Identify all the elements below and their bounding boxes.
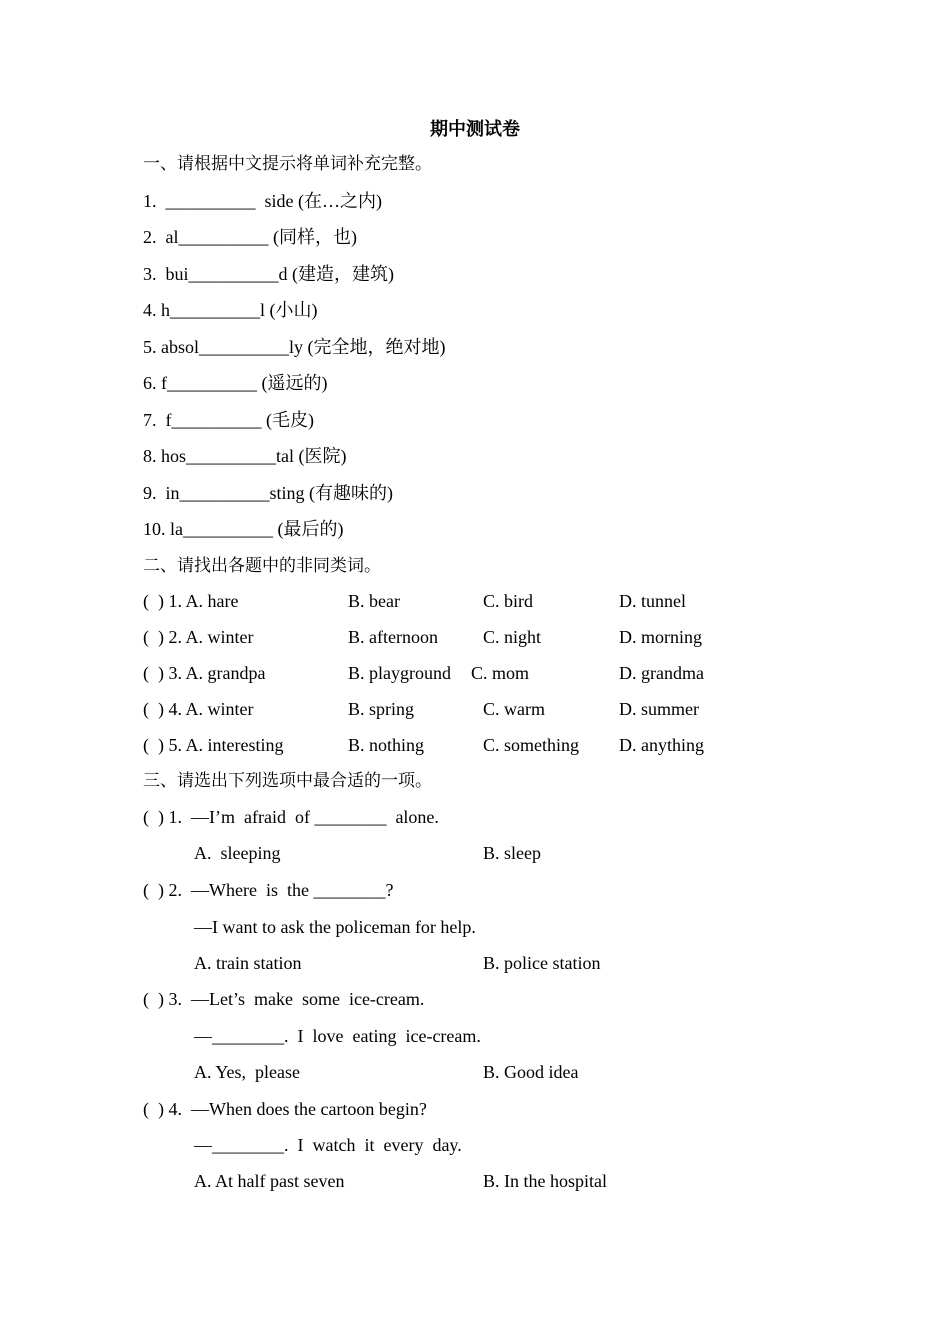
- section1-item: 7. f__________ (毛皮): [143, 410, 314, 430]
- section2-option-b: B. bear: [348, 591, 400, 611]
- section3-option-a: A. train station: [194, 953, 302, 973]
- section3-question-stem: ( ) 3. —Let’s make some ice-cream.: [143, 989, 425, 1009]
- section2-option-b: B. spring: [348, 699, 415, 719]
- section3-reply: —I want to ask the policeman for help.: [194, 917, 476, 937]
- section3-question-stem: ( ) 1. —I’m afraid of ________ alone.: [143, 807, 439, 827]
- section2-option-d: D. anything: [619, 735, 704, 755]
- section2-option-d: D. morning: [619, 627, 702, 647]
- section1-item: 6. f__________ (遥远的): [143, 373, 328, 393]
- section2-option-c: C. bird: [483, 591, 534, 611]
- section2-question: ( ) 2. A. winter: [143, 627, 254, 647]
- section3-heading: 三、请选出下列选项中最合适的一项。: [143, 771, 432, 791]
- section2-option-c: C. night: [483, 627, 542, 647]
- section2-question: ( ) 4. A. winter: [143, 699, 254, 719]
- section3-option-b: B. In the hospital: [483, 1171, 607, 1191]
- section3-option-b: B. sleep: [483, 843, 541, 863]
- page-title: 期中测试卷: [430, 119, 520, 139]
- section3-option-a: A. sleeping: [194, 843, 281, 863]
- section2-option-d: D. tunnel: [619, 591, 686, 611]
- section3-question-stem: ( ) 2. —Where is the ________?: [143, 880, 394, 900]
- section2-option-d: D. grandma: [619, 663, 704, 683]
- section2-option-c: C. warm: [483, 699, 545, 719]
- section3-option-b: B. police station: [483, 953, 601, 973]
- section1-item: 2. al__________ (同样，也): [143, 227, 357, 247]
- section2-option-c: C. something: [483, 735, 580, 755]
- section2-option-b: B. nothing: [348, 735, 425, 755]
- section3-question-stem: ( ) 4. —When does the cartoon begin?: [143, 1099, 427, 1119]
- section1-heading: 一、请根据中文提示将单词补充完整。: [143, 154, 432, 174]
- section2-question: ( ) 5. A. interesting: [143, 735, 284, 755]
- section2-option-c: C. mom: [471, 663, 530, 683]
- section1-item: 9. in__________sting (有趣味的): [143, 483, 393, 503]
- section1-item: 1. __________ side (在…之内): [143, 191, 382, 211]
- section3-option-b: B. Good idea: [483, 1062, 579, 1082]
- section1-item: 5. absol__________ly (完全地，绝对地): [143, 337, 446, 357]
- section3-reply: —________. I watch it every day.: [194, 1135, 462, 1155]
- section2-heading: 二、请找出各题中的非同类词。: [143, 556, 381, 576]
- section1-item: 4. h__________l (小山): [143, 300, 318, 320]
- section3-option-a: A. Yes, please: [194, 1062, 300, 1082]
- section3-option-a: A. At half past seven: [194, 1171, 345, 1191]
- section2-question: ( ) 1. A. hare: [143, 591, 239, 611]
- section2-option-b: B. afternoon: [348, 627, 438, 647]
- section3-reply: —________. I love eating ice-cream.: [194, 1026, 481, 1046]
- section2-question: ( ) 3. A. grandpa: [143, 663, 266, 683]
- section2-option-d: D. summer: [619, 699, 699, 719]
- section1-item: 3. bui__________d (建造，建筑): [143, 264, 394, 284]
- section1-item: 10. la__________ (最后的): [143, 519, 344, 539]
- section2-option-b: B. playground: [348, 663, 451, 683]
- section1-item: 8. hos__________tal (医院): [143, 446, 347, 466]
